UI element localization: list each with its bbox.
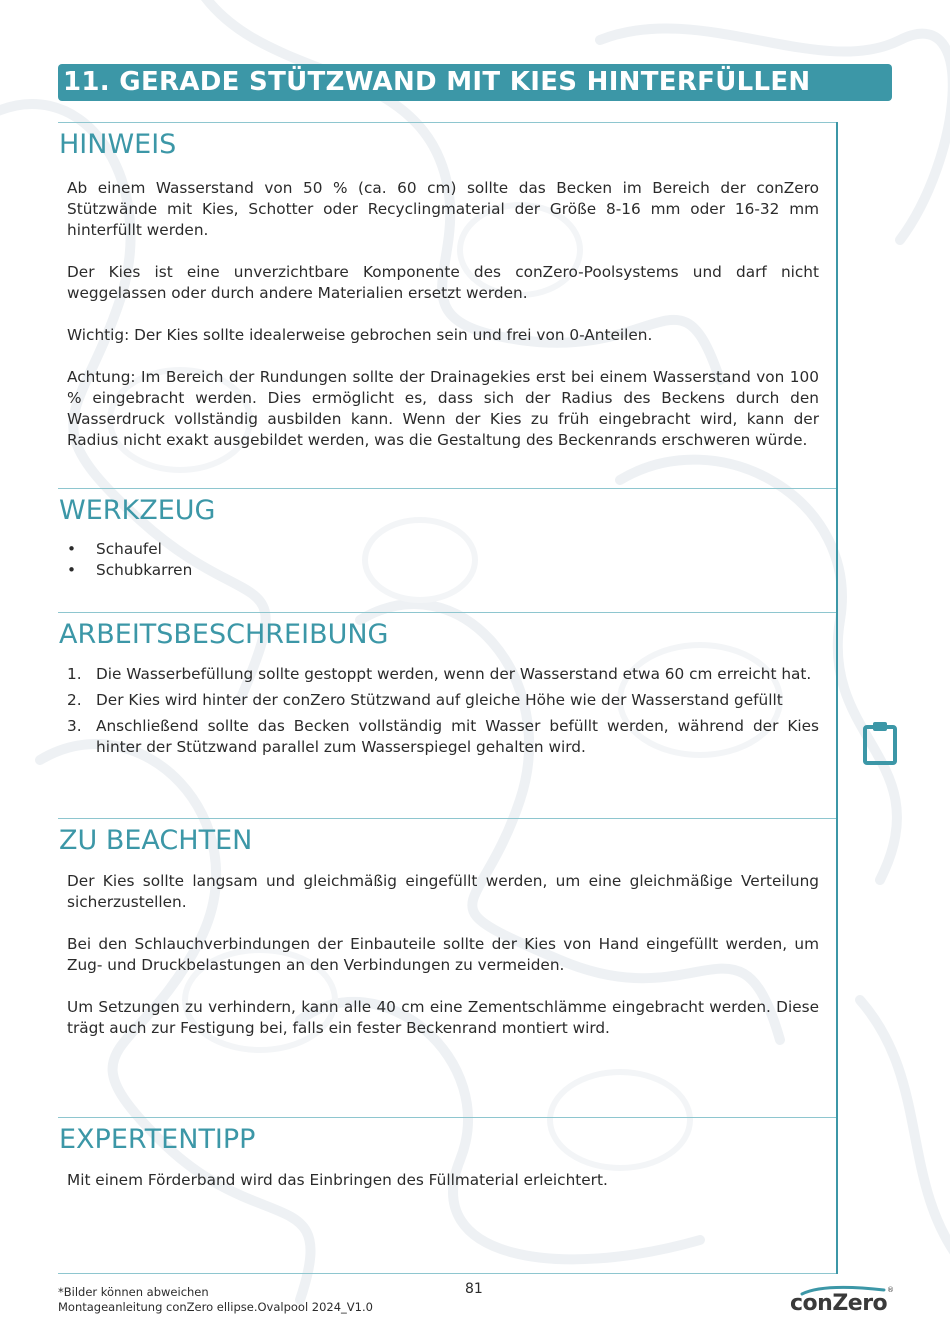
list-item	[67, 716, 819, 758]
list-item	[67, 690, 819, 711]
paragraph: Mit einem Förderband wird das Einbringen des Füllmaterial erleichtert.	[67, 1171, 608, 1189]
paragraph: Der Kies ist eine unverzichtbare Komponente des conZero-Poolsystems und darf nicht weggelassen oder durch andere Materialien ersetzt werden.	[67, 263, 819, 302]
section-divider	[58, 612, 836, 613]
paragraph: Bei den Schlauchverbindungen der Einbauteile sollte der Kies von Hand eingefüllt werden, um Zug- und Druckbelastungen an den Verbindungen zu vermeiden.	[67, 935, 819, 974]
section-divider	[58, 1117, 836, 1118]
paragraph: Wichtig: Der Kies sollte idealerweise gebrochen sein und frei von 0-Anteilen.	[67, 326, 653, 344]
clipboard-icon	[862, 720, 898, 766]
step-number: 3.	[67, 717, 82, 735]
registered-mark: ®	[887, 1286, 894, 1294]
list-item: • Schaufel	[67, 539, 819, 560]
side-rule	[836, 122, 838, 1274]
paragraph: Ab einem Wasserstand von 50 % (ca. 60 cm) sollte das Becken im Bereich der conZero Stützwände mit Kies, Schotter oder Recyclingmaterial der Größe 8-16 mm oder 16-32 mm hinterfüllt werden.	[67, 179, 819, 239]
step-number: 1.	[67, 665, 82, 683]
step-text: Die Wasserbefüllung sollte gestoppt werden, wenn der Wasserstand etwa 60 cm erreicht hat.	[96, 665, 812, 683]
page-number: 81	[465, 1281, 483, 1297]
section-title-hinweis: HINWEIS	[59, 129, 177, 160]
document-title: Montageanleitung conZero ellipse.Ovalpool 2024_V1.0	[58, 1300, 373, 1314]
section-title-arbeitsbeschreibung: ARBEITSBESCHREIBUNG	[59, 619, 389, 650]
footer-divider	[58, 1273, 836, 1274]
list-item: • Schubkarren	[67, 560, 819, 581]
paragraph: Um Setzungen zu verhindern, kann alle 40 cm eine Zementschlämme eingebracht werden. Diese trägt auch zur Festigung bei, falls ein fester Beckenrand montiert wird.	[67, 998, 819, 1037]
section-title-expertentipp: EXPERTENTIPP	[59, 1124, 256, 1155]
image-disclaimer: *Bilder können abweichen	[58, 1285, 209, 1299]
chapter-title: 11. GERADE STÜTZWAND MIT KIES HINTERFÜLLEN	[58, 64, 892, 101]
paragraph: Achtung: Im Bereich der Rundungen sollte der Drainagekies erst bei einem Wasserstand von 100 % eingebracht werden. Dies ermöglicht es, dass sich der Radius des Beckens durch den Wasserdruck vollständig ausbilden kann. Wenn der Kies zu früh eingebracht wird, kann der Radius nicht exakt ausgebildet werden, was die Gestaltung des Beckenrands erschweren würde.	[67, 368, 819, 449]
section-title-zu-beachten: ZU BEACHTEN	[59, 825, 253, 856]
footer-note	[58, 1285, 373, 1315]
section-divider	[58, 122, 836, 123]
conzero-logo	[790, 1284, 900, 1318]
step-text: Der Kies wird hinter der conZero Stützwand auf gleiche Höhe wie der Wasserstand gefüllt	[96, 691, 783, 709]
step-number: 2.	[67, 691, 82, 709]
hinweis-text	[67, 178, 819, 451]
step-text: Anschließend sollte das Becken vollständig mit Wasser befüllt werden, während der Kies hinter der Stützwand parallel zum Wasserspiegel gehalten wird.	[96, 717, 819, 756]
expertentipp-text	[67, 1170, 819, 1191]
section-divider	[58, 818, 836, 819]
logo-wordmark: conZero	[790, 1291, 888, 1316]
zu-beachten-text	[67, 871, 819, 1039]
list-item	[67, 664, 819, 685]
tool-list	[67, 539, 819, 581]
section-title-werkzeug: WERKZEUG	[59, 495, 216, 526]
section-divider	[58, 488, 836, 489]
work-steps	[67, 664, 819, 763]
paragraph: Der Kies sollte langsam und gleichmäßig eingefüllt werden, um eine gleichmäßige Verteilung sicherzustellen.	[67, 872, 819, 911]
